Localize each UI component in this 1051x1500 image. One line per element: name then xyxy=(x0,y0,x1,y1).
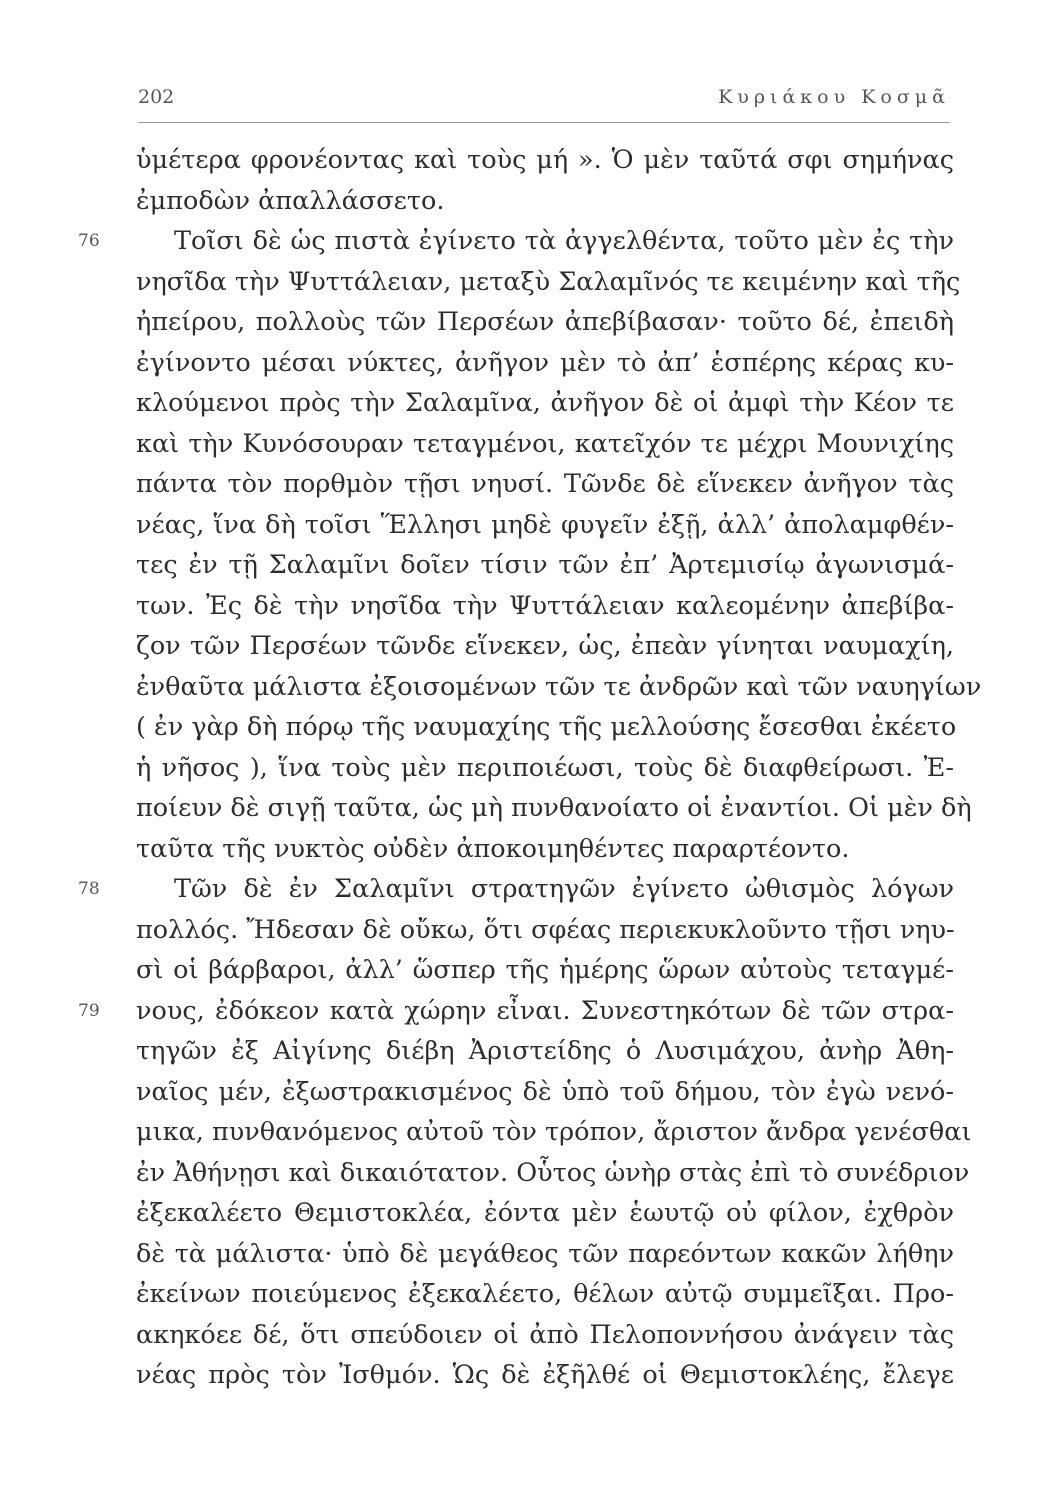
text-line: ἐνθαῦτα μάλιστα ἐξοισομένων τῶν τε ἀνδρῶν καὶ τῶν ναυηγίων xyxy=(136,671,982,702)
running-head-author: Κυριάκου Κοσμᾶ xyxy=(718,86,950,108)
text-line: ἐν Ἀθήνῃσι καὶ δικαιότατον. Οὗτος ὡνὴρ στὰς ἐπὶ τὸ συνέδριον xyxy=(136,1157,970,1188)
text-line: των. Ἐς δὲ τὴν νησῖδα τὴν Ψυττάλειαν καλεομένην ἀπεβίβα- xyxy=(136,590,954,621)
text-line: ὑμέτερα φρονέοντας καὶ τοὺς μή ». Ὁ μὲν ταῦτά σφι σημήνας xyxy=(136,145,954,175)
text-line: δὲ τὰ μάλιστα· ὑπὸ δὲ μεγάθεος τῶν παρεόντων κακῶν λήθην xyxy=(136,1238,954,1269)
text-line: μικα, πυνθανόμενος αὐτοῦ τὸν τρόπον, ἄριστον ἄνδρα γενέσθαι xyxy=(136,1117,972,1147)
text-line: καὶ τὴν Κυνόσουραν τεταγμένοι, κατεῖχόν τε μέχρι Μουνιχίης xyxy=(136,428,954,459)
text-line: ναῖος μέν, ἐξωστρακισμένος δὲ ὑπὸ τοῦ δήμου, τὸν ἐγὼ νενό- xyxy=(136,1076,954,1107)
text-line: ἐγίνοντο μέσαι νύκτες, ἀνῆγον μὲν τὸ ἀπ’ ἑσπέρης κέρας κυ- xyxy=(136,347,954,378)
text-line: νους, ἐδόκεον κατὰ χώρην εἶναι. Συνεστηκότων δὲ τῶν στρα- xyxy=(136,995,954,1026)
text-line: πολλός. Ἤδεσαν δὲ οὔκω, ὅτι σφέας περιεκυκλοῦντο τῇσι νηυ- xyxy=(136,914,955,945)
text-line: νέας, ἵνα δὴ τοῖσι Ἕλλησι μηδὲ φυγεῖν ἐξῇ, ἀλλ’ ἀπολαμφθέν- xyxy=(136,509,954,540)
page-number: 202 xyxy=(138,86,175,108)
text-line: ἡ νῆσος ), ἵνα τοὺς μὲν περιποιέωσι, τοὺς δὲ διαφθείρωσι. Ἐ- xyxy=(136,752,954,783)
text-line: πάντα τὸν πορθμὸν τῇσι νηυσί. Τῶνδε δὲ εἵνεκεν ἀνῆγον τὰς xyxy=(136,469,954,499)
section-number: 76 xyxy=(78,231,100,251)
text-line: ἐμποδὼν ἀπαλλάσσετο. xyxy=(136,185,445,216)
text-line: ζον τῶν Περσέων τῶνδε εἵνεκεν, ὡς, ἐπεὰν γίνηται ναυμαχίη, xyxy=(136,631,954,661)
text-line: κλούμενοι πρὸς τὴν Σαλαμῖνα, ἀνῆγον δὲ οἱ ἀμφὶ τὴν Κέον τε xyxy=(136,388,954,418)
text-line: Τοῖσι δὲ ὡς πιστὰ ἐγίνετο τὰ ἀγγελθέντα, τοῦτο μὲν ἐς τὴν xyxy=(174,226,954,256)
text-line: ακηκόεε δέ, ὅτι σπεύδοιεν οἱ ἀπὸ Πελοποννήσου ἀνάγειν τὰς xyxy=(136,1319,954,1350)
text-line: σὶ οἱ βάρβαροι, ἀλλ’ ὥσπερ τῆς ἡμέρης ὥρων αὐτοὺς τεταγμέ- xyxy=(136,955,954,985)
text-line: τηγῶν ἐξ Αἰγίνης διέβη Ἀριστείδης ὁ Λυσιμάχου, ἀνὴρ Ἀθη- xyxy=(136,1036,954,1066)
text-line: τες ἐν τῇ Σαλαμῖνι δοῖεν τίσιν τῶν ἐπ’ Ἀρτεμισίῳ ἀγωνισμά- xyxy=(136,550,954,580)
section-number: 79 xyxy=(78,1000,100,1021)
text-line: ( ἐν γὰρ δὴ πόρῳ τῆς ναυμαχίης τῆς μελλούσης ἔσεσθαι ἐκέετο xyxy=(136,712,957,742)
text-line: ἐξεκαλέετο Θεμιστοκλέα, ἐόντα μὲν ἑωυτῷ οὐ φίλον, ἐχθρὸν xyxy=(136,1198,954,1228)
text-line: ποίευν δὲ σιγῇ ταῦτα, ὡς μὴ πυνθανοίατο οἱ ἐναντίοι. Οἱ μὲν δὴ xyxy=(136,793,972,823)
text-line: νησῖδα τὴν Ψυττάλειαν, μεταξὺ Σαλαμῖνός τε κειμένην καὶ τῆς xyxy=(136,266,961,297)
text-line: νέας πρὸς τὸν Ἰσθμόν. Ὡς δὲ ἐξῆλθέ οἱ Θεμιστοκλέης, ἔλεγε xyxy=(136,1360,954,1390)
text-line: Τῶν δὲ ἐν Σαλαμῖνι στρατηγῶν ἐγίνετο ὠθισμὸς λόγων xyxy=(174,874,954,904)
text-line: ἐκείνων ποιεύμενος ἐξεκαλέετο, θέλων αὐτῷ συμμεῖξαι. Προ- xyxy=(136,1279,954,1309)
section-number: 78 xyxy=(78,879,100,899)
text-line: ταῦτα τῆς νυκτὸς οὐδὲν ἀποκοιμηθέντες παραρτέοντο. xyxy=(136,833,850,864)
text-line: ἠπείρου, πολλοὺς τῶν Περσέων ἀπεβίβασαν· τοῦτο δέ, ἐπειδὴ xyxy=(136,307,954,337)
running-header xyxy=(138,86,950,123)
